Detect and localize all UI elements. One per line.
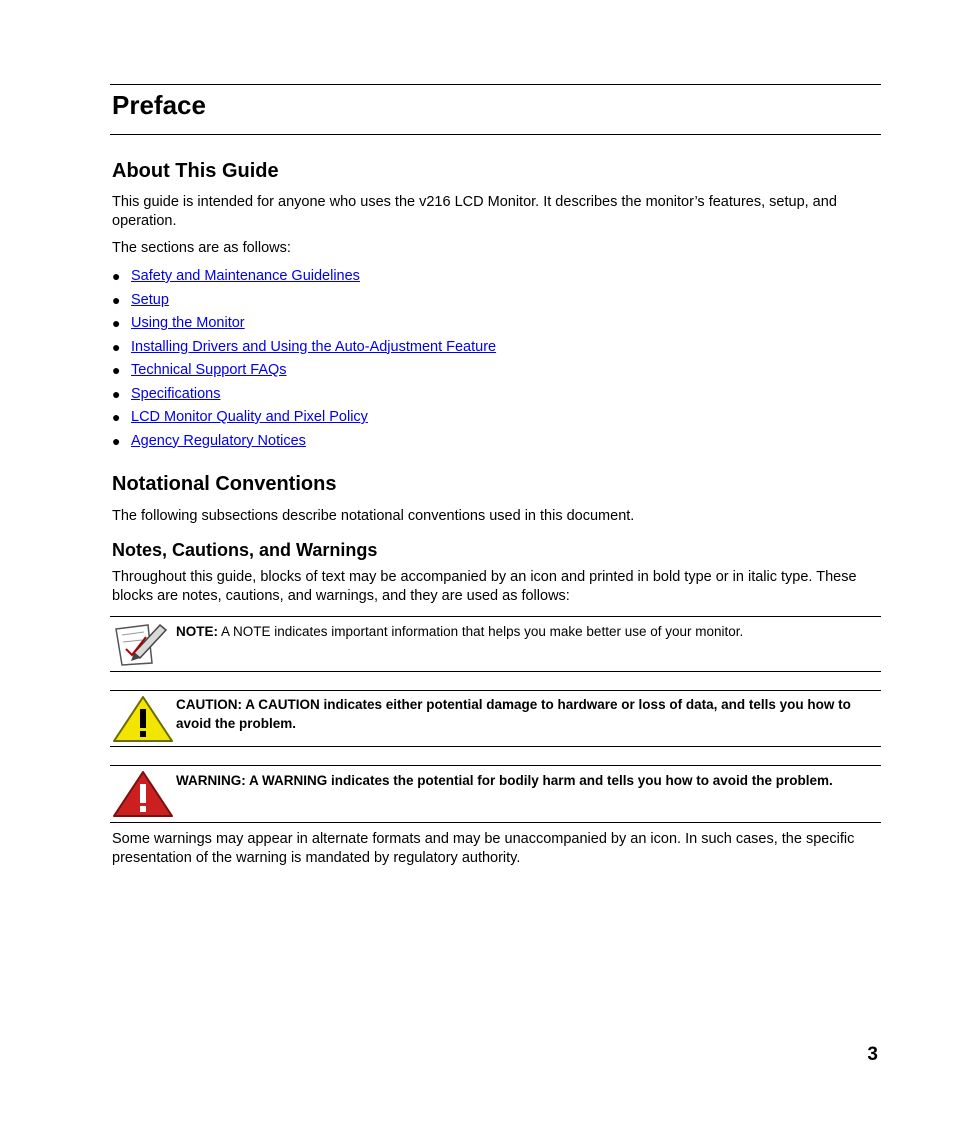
warning-box (110, 765, 881, 823)
link-regulatory-notices[interactable]: Agency Regulatory Notices (131, 432, 306, 449)
list-item (112, 407, 496, 431)
list-item (112, 290, 496, 314)
link-setup[interactable]: Setup (131, 291, 169, 308)
title-top-rule (110, 84, 881, 85)
bullet-icon: ● (112, 291, 121, 308)
link-support-faqs[interactable]: Technical Support FAQs (131, 362, 287, 378)
list-item (112, 360, 496, 384)
page-number: 3 (867, 1044, 878, 1065)
bullet-icon: ● (112, 268, 121, 284)
bullet-icon: ● (112, 315, 121, 331)
bullet-icon: ● (112, 432, 121, 449)
warning-triangle-icon (112, 769, 172, 819)
bullet-icon: ● (112, 409, 121, 425)
list-item (112, 266, 496, 290)
conventions-intro: The following subsections describe notational conventions used in this document. (112, 508, 635, 524)
list-item (112, 313, 496, 337)
about-intro: This guide is intended for anyone who uses the v216 LCD Monitor. It describes the monitor’s features, setup, and operation. (112, 194, 837, 229)
link-using-monitor[interactable]: Using the Monitor (131, 315, 245, 331)
caution-text: CAUTION: A CAUTION indicates either potential damage to hardware or loss of data, and tells you how to avoid the problem. (176, 697, 851, 731)
caution-triangle-icon (112, 694, 172, 744)
link-specifications[interactable]: Specifications (131, 385, 221, 402)
notes-heading: Notes, Cautions, and Warnings (112, 540, 378, 560)
list-item (112, 431, 496, 455)
list-item (112, 384, 496, 408)
caution-box (110, 690, 881, 747)
closing-paragraph: Some warnings may appear in alternate formats and may be unaccompanied by an icon. In such cases, the specific presentation of the warning is mandated by regulatory authority. (112, 831, 855, 866)
note-pencil-icon (112, 619, 172, 669)
link-pixel-policy[interactable]: LCD Monitor Quality and Pixel Policy (131, 409, 368, 425)
bullet-icon: ● (112, 362, 121, 378)
notes-intro: Throughout this guide, blocks of text may be accompanied by an icon and printed in bold type or in italic type. These blocks are notes, cautions, and warnings, and they are used as follows: (112, 569, 857, 604)
conventions-heading: Notational Conventions (112, 473, 337, 495)
list-item (112, 337, 496, 361)
bullet-icon: ● (112, 338, 121, 355)
sections-list (112, 266, 496, 454)
note-box (110, 616, 881, 672)
page-title: Preface (112, 90, 206, 120)
about-heading: About This Guide (112, 160, 279, 182)
title-bottom-rule (110, 134, 881, 135)
sections-intro: The sections are as follows: (112, 240, 291, 256)
note-label: NOTE: (176, 624, 218, 639)
bullet-icon: ● (112, 385, 121, 402)
note-body: A NOTE indicates important information that helps you make better use of your monitor. (218, 624, 744, 639)
link-installing-drivers[interactable]: Installing Drivers and Using the Auto-Adjustment Feature (131, 338, 497, 355)
note-text (176, 622, 876, 641)
warning-text: WARNING: A WARNING indicates the potential for bodily harm and tells you how to avoid the problem. (176, 773, 833, 788)
link-safety[interactable]: Safety and Maintenance Guidelines (131, 268, 360, 284)
